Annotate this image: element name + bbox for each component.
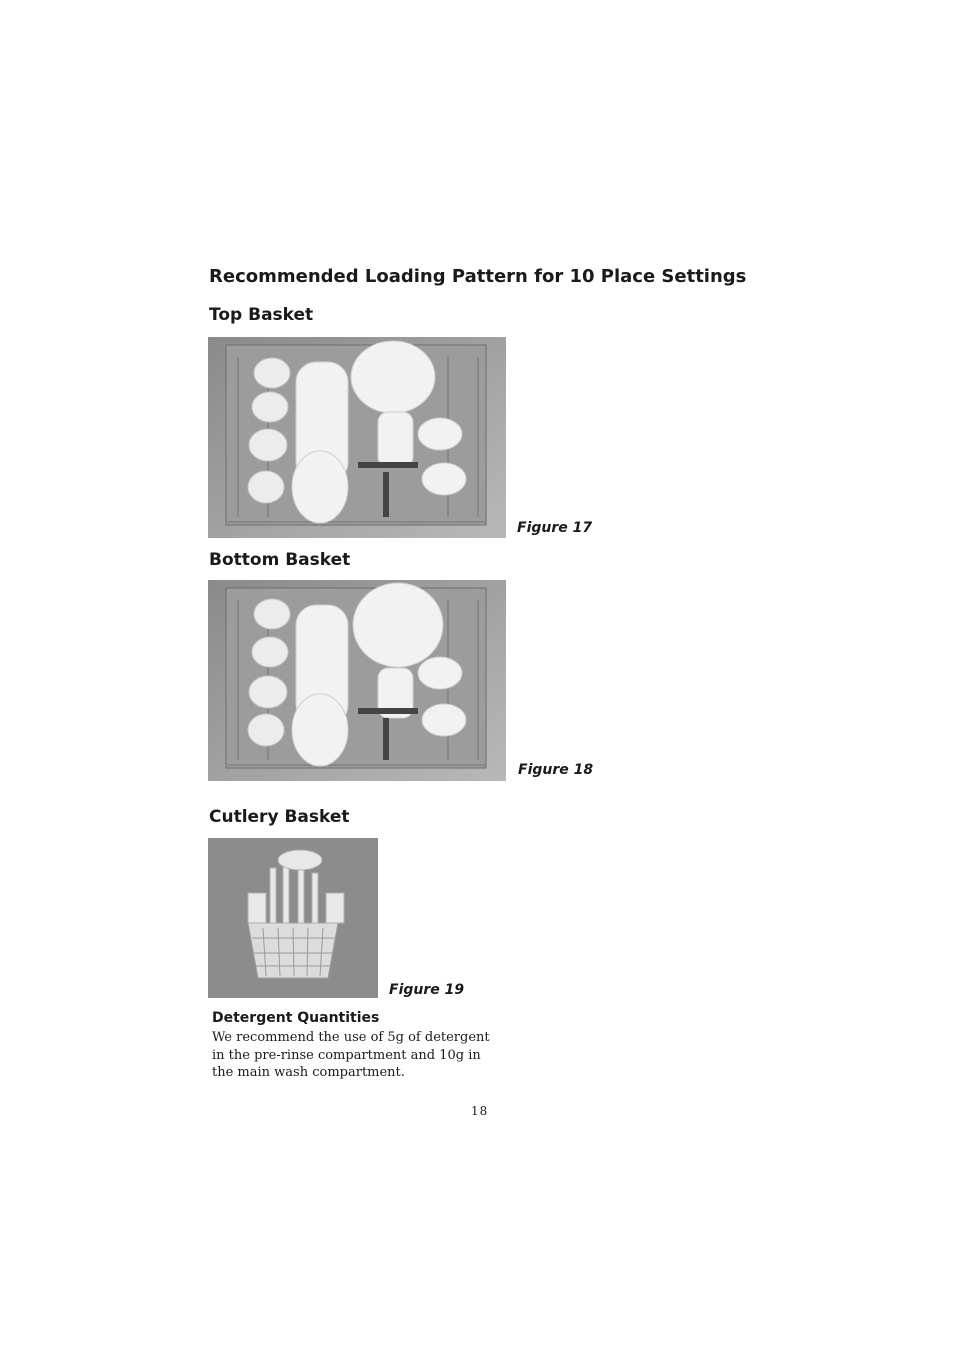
detergent-heading: Detergent Quantities <box>212 1010 380 1026</box>
bottom-basket-heading: Bottom Basket <box>209 550 351 570</box>
bottom-basket-photo <box>208 580 506 781</box>
page-title: Recommended Loading Pattern for 10 Place Settings <box>209 266 747 287</box>
detergent-line: We recommend the use of 5g of detergent <box>212 1030 490 1045</box>
detergent-line: the main wash compartment. <box>212 1065 405 1081</box>
figure-18-caption: Figure 18 <box>518 762 594 778</box>
top-basket-heading: Top Basket <box>209 305 314 325</box>
detergent-line: in the pre-rinse compartment and 10g in <box>212 1047 481 1063</box>
figure-19-caption: Figure 19 <box>389 982 465 998</box>
figure-17-caption: Figure 17 <box>517 520 593 536</box>
top-basket-photo <box>208 337 506 538</box>
cutlery-basket-photo <box>208 838 378 998</box>
detergent-text <box>212 1029 502 1082</box>
cutlery-basket-heading: Cutlery Basket <box>209 807 350 827</box>
page-number: 18 <box>471 1104 489 1118</box>
